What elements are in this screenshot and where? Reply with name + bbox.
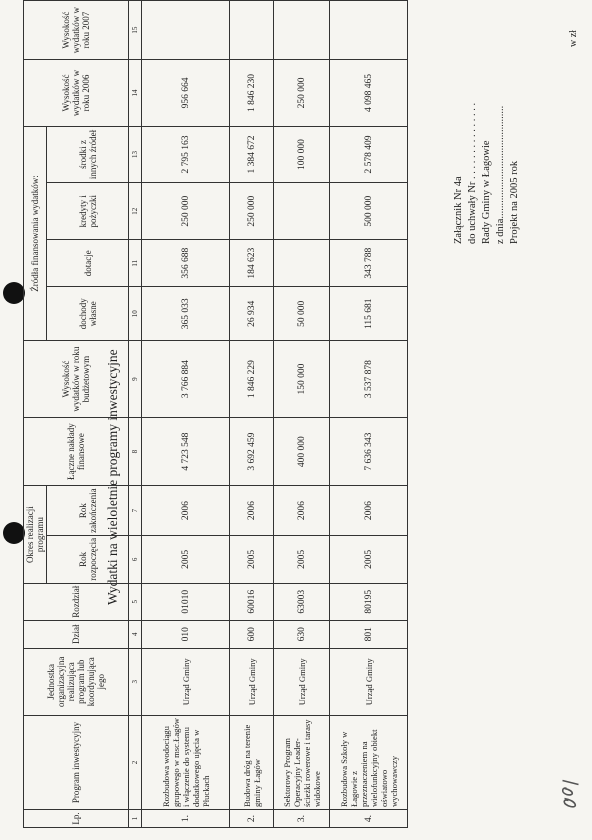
cell-kredyty: 500 000 [330,183,408,240]
cell-dochody: 115 681 [330,287,408,341]
cell-rozdzial: 80195 [330,583,408,620]
cell-wys: 1 846 229 [230,341,274,418]
cell-w2007 [274,1,330,60]
column-number: 11 [129,240,142,287]
column-number: 8 [129,417,142,486]
cell-rozdzial: 63003 [274,583,330,620]
attachment-line: Załącznik Nr 4a [453,176,464,244]
header-dotacje: dotacje [47,240,129,287]
attachment-line: z dnia........................................... [495,105,506,244]
header-program: Program inwestycyjny [24,715,129,809]
column-number: 2 [129,715,142,809]
cell-lp: 3. [274,810,330,828]
header-jednostka: Jednostka organizacyjna realizująca program lub koordynująca jego [24,648,129,715]
cell-dotacje: 356 688 [142,240,230,287]
column-number: 1 [129,810,142,828]
cell-jednostka: Urząd Gminy [230,648,274,715]
cell-dochody: 50 000 [274,287,330,341]
header-2006: Wysokość wydatków w roku 2006 [24,60,129,127]
cell-srodki: 100 000 [274,126,330,182]
cell-srodki: 2 795 163 [142,126,230,182]
cell-dotacje: 343 788 [330,240,408,287]
column-number: 9 [129,341,142,418]
header-rok-zakonczenia: Rok zakończenia [47,486,129,535]
cell-rozdzial: 60016 [230,583,274,620]
cell-jednostka: Urząd Gminy [274,648,330,715]
unit-label: w zł [568,30,579,47]
header-okres: Okres realizacji programu [24,486,47,583]
cell-kredyty [274,183,330,240]
cell-jednostka: Urząd Gminy [330,648,408,715]
attachment-note [452,103,522,244]
cell-wys: 3 766 884 [142,341,230,418]
cell-w2006: 4 098 465 [330,60,408,127]
header-srodki: środki z innych źródeł [47,126,129,182]
cell-lp: 1. [142,810,230,828]
cell-w2007 [142,1,230,60]
cell-lp: 2. [230,810,274,828]
cell-dotacje [274,240,330,287]
cell-program: Rozbudowa Szkoły w Łagowie z przeznaczeniem na wielofunkcyjny obiekt oświatowo wychowawczy [330,715,408,809]
cell-program: Budowa dróg na terenie gminy Łagów [230,715,274,809]
cell-dzial: 801 [330,620,408,648]
cell-laczne: 4 723 548 [142,417,230,486]
cell-program: Sektorowy Program Operacyjny Leader- ścieżki rowerowe i tarasy widokowe [274,715,330,809]
cell-kredyty: 250 000 [230,183,274,240]
header-dzial: Dział [24,620,129,648]
column-number: 7 [129,486,142,535]
column-number: 3 [129,648,142,715]
cell-dzial: 630 [274,620,330,648]
cell-rok_rozp: 2005 [230,535,274,583]
cell-dzial: 010 [142,620,230,648]
cell-dochody: 365 033 [142,287,230,341]
page-title: Wydatki na wieloletnie programy inwestycyjne [105,349,120,605]
cell-dotacje: 184 623 [230,240,274,287]
cell-jednostka: Urząd Gminy [142,648,230,715]
cell-wys: 3 537 878 [330,341,408,418]
column-number: 4 [129,620,142,648]
cell-rok_zak: 2006 [330,486,408,535]
header-rozdzial: Rozdział [24,583,129,620]
header-lp: Lp. [24,810,129,828]
cell-w2006: 1 846 230 [230,60,274,127]
table-row [274,1,330,828]
cell-program: Rozbudowa wodociągu grupowego w msc.Łagów i włączenie do systemu dodatkowego ujęcia w Płuckach [142,715,230,809]
cell-w2007 [330,1,408,60]
column-number: 5 [129,583,142,620]
column-number: 13 [129,126,142,182]
cell-lp: 4. [330,810,408,828]
attachment-line: Rady Gminy w Łagowie [481,140,492,244]
header-kredyty: kredyty i pożyczki [47,183,129,240]
column-number: 10 [129,287,142,341]
header-2007: Wysokość wydatków w roku 2007 [24,1,129,60]
attachment-line: do uchwały Nr . . . . . . . . . . . . . . . [467,102,478,244]
header-zrodla: Źródła finansowania wydatków: [24,126,47,340]
column-number: 15 [129,1,142,60]
cell-laczne: 400 000 [274,417,330,486]
cell-dochody: 26 934 [230,287,274,341]
cell-w2006: 250 000 [274,60,330,127]
header-dochody: dochody własne [47,287,129,341]
cell-w2006: 956 664 [142,60,230,127]
cell-w2007 [230,1,274,60]
cell-kredyty: 250 000 [142,183,230,240]
cell-rok_rozp: 2005 [330,535,408,583]
cell-laczne: 3 692 459 [230,417,274,486]
cell-srodki: 1 384 672 [230,126,274,182]
cell-rok_zak: 2006 [142,486,230,535]
header-laczne: Łączne nakłady finansowe [24,417,129,486]
cell-rok_zak: 2006 [230,486,274,535]
table-row [330,1,408,828]
cell-rok_zak: 2006 [274,486,330,535]
handwritten-signature [552,777,585,817]
cell-dzial: 600 [230,620,274,648]
table-row [230,1,274,828]
cell-rozdzial: 01010 [142,583,230,620]
investment-table [23,0,408,828]
cell-srodki: 2 578 409 [330,126,408,182]
header-rok-rozpoczecia: Rok rozpoczęcia [47,535,129,583]
cell-wys: 150 000 [274,341,330,418]
column-number: 6 [129,535,142,583]
header-wysokosc-budzet: Wysokość wydatków w roku budżetowym [24,341,129,418]
attachment-line: Projekt na 2005 rok [509,160,520,244]
table-row [142,1,230,828]
cell-laczne: 7 636 343 [330,417,408,486]
column-number: 14 [129,60,142,127]
cell-rok_rozp: 2005 [274,535,330,583]
cell-rok_rozp: 2005 [142,535,230,583]
column-number: 12 [129,183,142,240]
